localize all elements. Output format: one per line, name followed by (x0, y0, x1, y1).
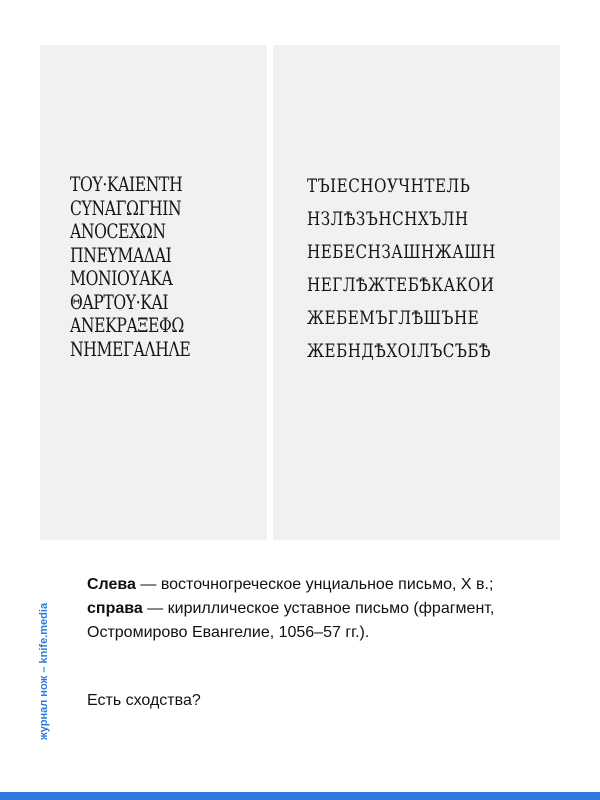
cyrillic-manuscript-line: НЗЛѢЗЪНСНХЪЛН (307, 209, 469, 230)
caption-left-label: Слева (87, 576, 136, 593)
bottom-accent-bar (0, 792, 600, 800)
greek-manuscript-line: ΑΝΕΚΡΑΞΕΦΩ (70, 313, 184, 337)
cyrillic-ustav-text (307, 170, 537, 368)
right-manuscript-image (273, 45, 560, 540)
caption-text (87, 573, 527, 645)
question-text: Есть сходства? (87, 692, 201, 709)
caption-right-text: — кириллическое уставное письмо (фрагмент, Остромирово Евангелие, 1056–57 гг.). (87, 600, 495, 641)
cyrillic-manuscript-line: ЖЕБЕМЪГЛѢШЪНЕ (307, 308, 480, 329)
caption-left-text: — восточногреческое унциальное письмо, X в.; (135, 576, 494, 593)
greek-manuscript-line: ΜΟΝΙΟΥΑΚΑ (70, 266, 173, 290)
caption-right-label: справа (87, 600, 143, 617)
cyrillic-manuscript-line: ЖЕБНДѢХОІЛЪСЪБѢ (307, 341, 492, 362)
cyrillic-manuscript-line: НЕБЕСНЗАШНЖАШН (307, 242, 496, 263)
left-manuscript-image (40, 45, 267, 540)
greek-manuscript-line: ΑΝΟϹΕΧΩΝ (70, 219, 166, 243)
greek-manuscript-line: ΤΟΥ·ΚΑΙΕΝΤΗ (70, 172, 183, 196)
cyrillic-manuscript-line: ТЪІЕСНОУЧНТЕЛЬ (307, 176, 471, 197)
greek-manuscript-line: ΝΗΜΕΓΑΛΗΛΕ (70, 336, 191, 361)
greek-manuscript-line: ΠΝΕΥΜΑΔΑΙ (70, 242, 172, 267)
cyrillic-manuscript-line: НЕГЛѢЖТЕБѢКАКОИ (307, 275, 495, 296)
greek-manuscript-line: ΘΑΡΤΟΥ·ΚΑΙ (70, 289, 169, 314)
greek-uncial-text (70, 173, 224, 361)
greek-manuscript-line: ϹΥΝΑΓΩΓΗΙΝ (70, 195, 182, 220)
side-brand-label: журнал нож – knife.media (38, 602, 50, 740)
